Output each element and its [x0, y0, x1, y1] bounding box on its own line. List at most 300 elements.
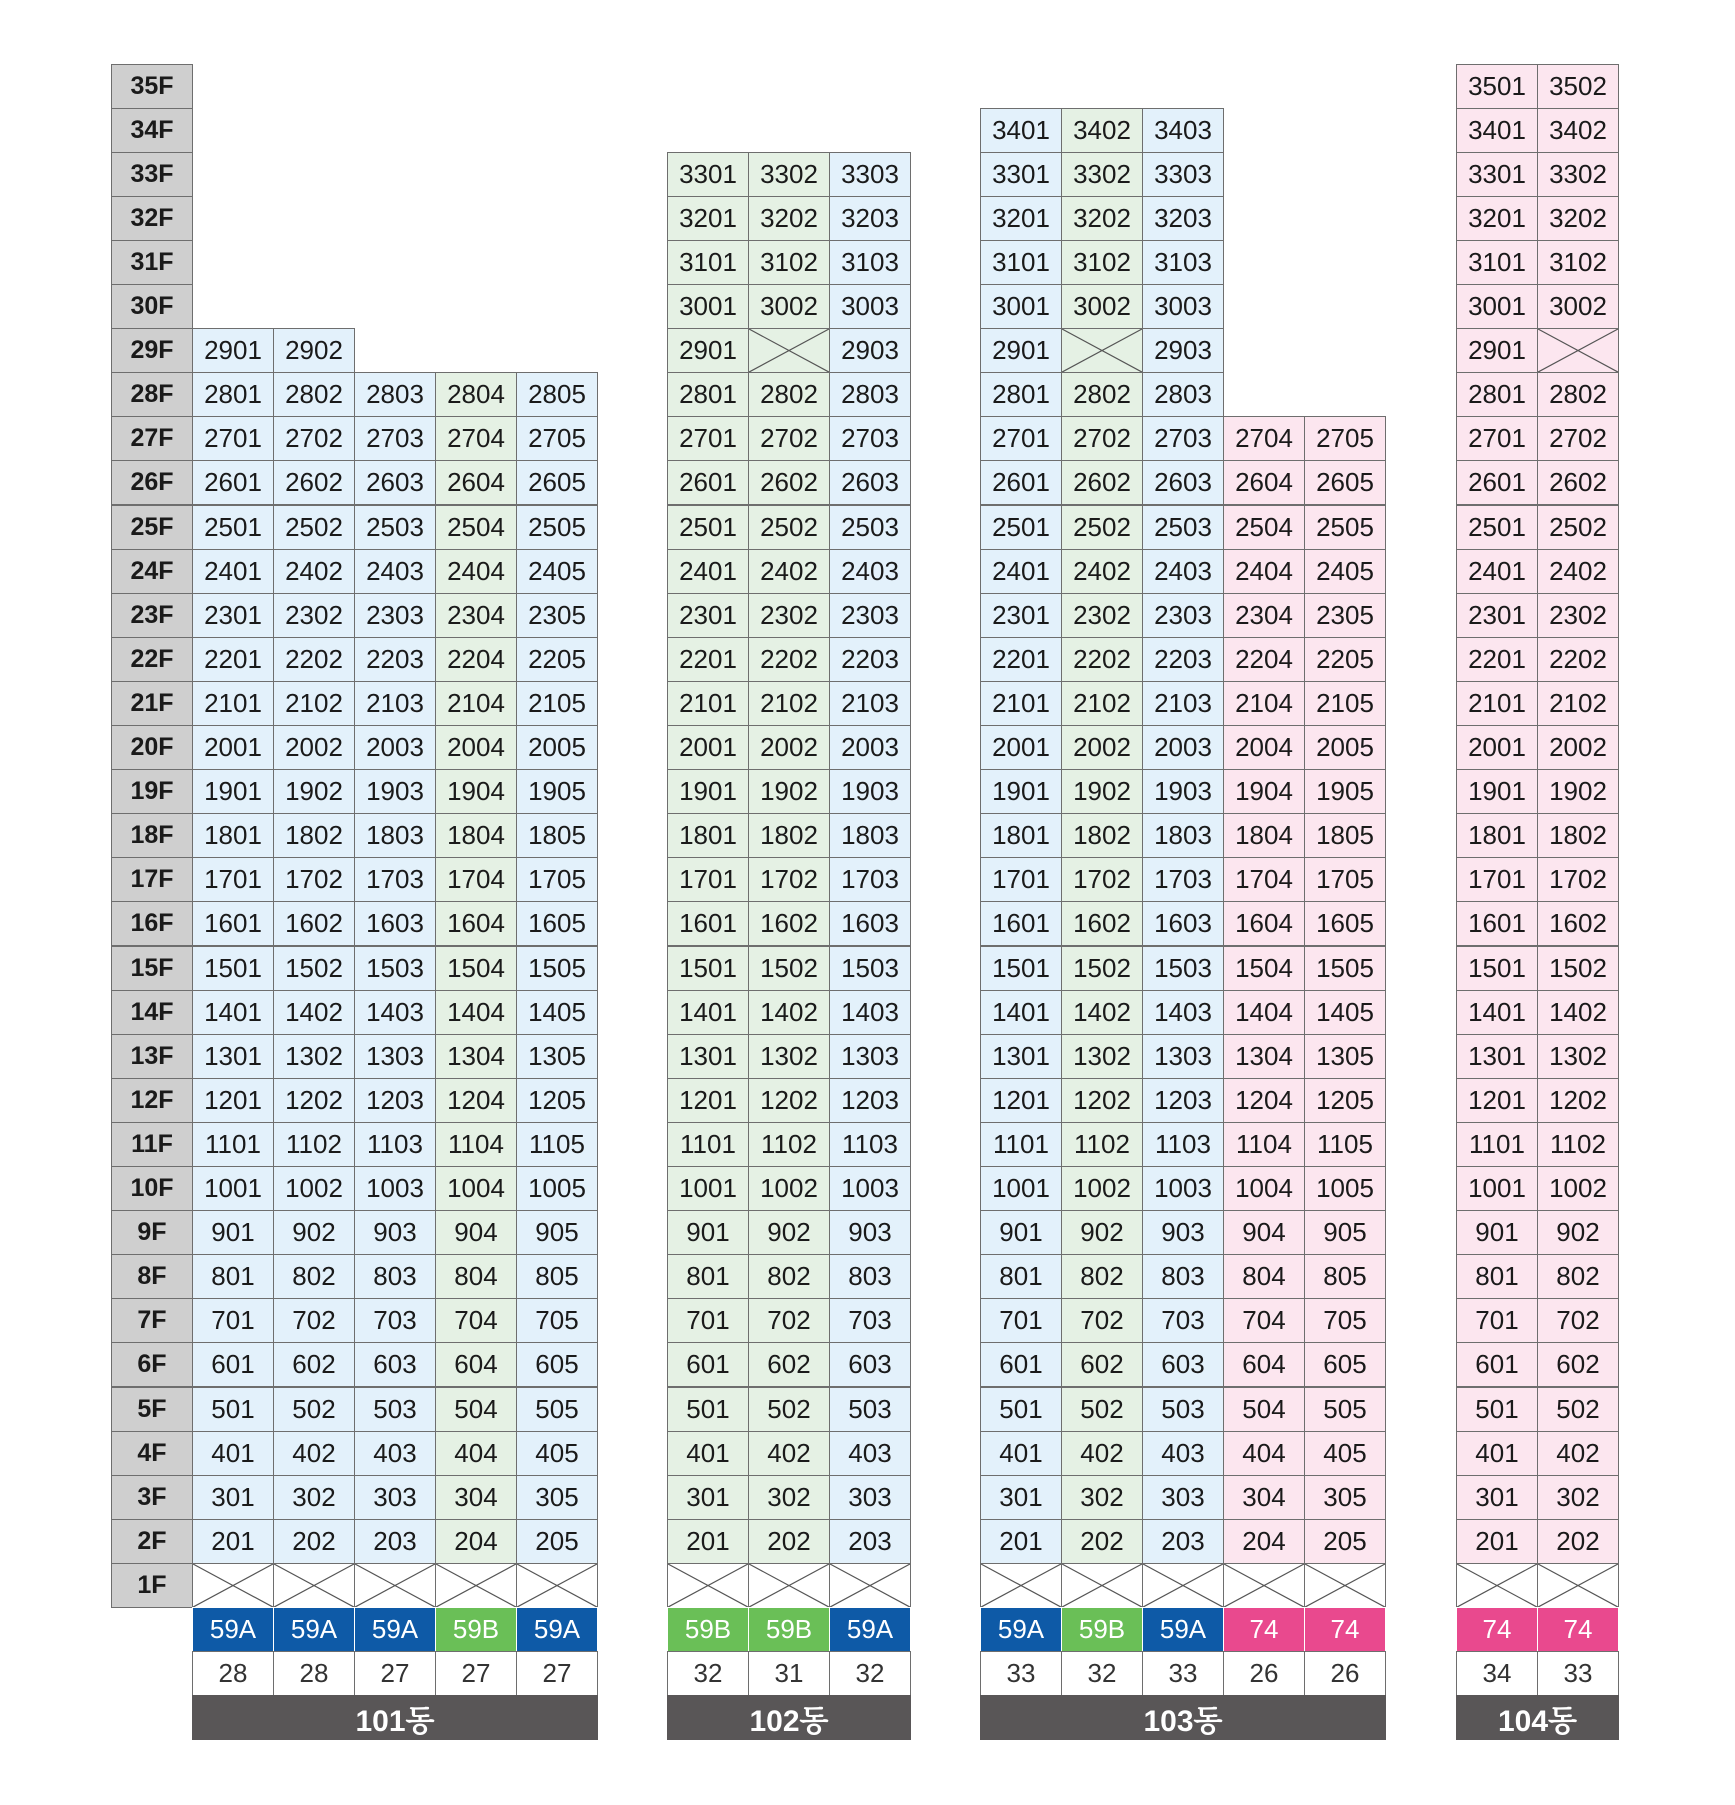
empty-unit-cell	[1304, 1563, 1386, 1608]
unit-cell: 1505	[1304, 946, 1386, 991]
unit-type-badge: 59A	[980, 1607, 1062, 1652]
unit-cell: 1002	[273, 1166, 355, 1211]
empty-unit-cell	[273, 1563, 355, 1608]
unit-type-badge: 74	[1223, 1607, 1305, 1652]
unit-cell: 2303	[354, 593, 436, 638]
unit-cell: 601	[192, 1342, 274, 1387]
unit-cell: 2502	[1537, 505, 1619, 550]
unit-cell: 304	[1223, 1475, 1305, 1520]
unit-cell: 2601	[1456, 460, 1538, 505]
unit-cell: 705	[516, 1298, 598, 1343]
floor-label: 33F	[111, 152, 193, 197]
unit-cell: 3002	[748, 284, 830, 329]
unit-cell: 3502	[1537, 64, 1619, 109]
unit-cell: 2104	[1223, 681, 1305, 726]
unit-cell: 1401	[192, 990, 274, 1035]
floor-label: 5F	[111, 1387, 193, 1432]
unit-cell: 2004	[1223, 725, 1305, 770]
empty-unit-cell	[516, 1563, 598, 1608]
unit-cell: 2301	[980, 593, 1062, 638]
unit-cell: 805	[516, 1254, 598, 1299]
unit-cell: 1302	[1537, 1034, 1619, 1079]
unit-cell: 1302	[273, 1034, 355, 1079]
unit-cell: 2201	[192, 637, 274, 682]
floor-label: 13F	[111, 1034, 193, 1079]
unit-cell: 1901	[980, 769, 1062, 814]
unit-cell: 301	[667, 1475, 749, 1520]
unit-cell: 601	[667, 1342, 749, 1387]
unit-cell: 1503	[354, 946, 436, 991]
unit-cell: 1202	[273, 1078, 355, 1123]
unit-cell: 2105	[516, 681, 598, 726]
unit-cell: 1302	[748, 1034, 830, 1079]
unit-cell: 1105	[1304, 1122, 1386, 1167]
unit-cell: 402	[273, 1431, 355, 1476]
unit-cell: 3003	[829, 284, 911, 329]
unit-cell: 1701	[667, 857, 749, 902]
unit-cell: 2501	[192, 505, 274, 550]
floor-label: 31F	[111, 240, 193, 285]
unit-cell: 201	[980, 1519, 1062, 1564]
unit-cell: 1503	[1142, 946, 1224, 991]
unit-cell: 1901	[667, 769, 749, 814]
unit-cell: 1303	[354, 1034, 436, 1079]
unit-cell: 3301	[980, 152, 1062, 197]
unit-cell: 903	[354, 1210, 436, 1255]
unit-cell: 802	[748, 1254, 830, 1299]
unit-cell: 3202	[1061, 196, 1143, 241]
unit-cell: 902	[1061, 1210, 1143, 1255]
unit-cell: 2105	[1304, 681, 1386, 726]
unit-cell: 1101	[1456, 1122, 1538, 1167]
building-label: 104동	[1456, 1695, 1619, 1740]
unit-cell: 2201	[667, 637, 749, 682]
unit-cell: 1601	[667, 901, 749, 946]
unit-cell: 904	[435, 1210, 517, 1255]
unit-cell: 2803	[354, 372, 436, 417]
cross-mark-icon	[1457, 1564, 1537, 1607]
floor-label: 6F	[111, 1342, 193, 1387]
unit-count: 27	[435, 1651, 517, 1696]
unit-cell: 2005	[516, 725, 598, 770]
unit-cell: 1203	[1142, 1078, 1224, 1123]
unit-cell: 3103	[1142, 240, 1224, 285]
unit-cell: 1204	[1223, 1078, 1305, 1123]
unit-cell: 501	[1456, 1387, 1538, 1432]
unit-cell: 3002	[1061, 284, 1143, 329]
unit-cell: 1004	[1223, 1166, 1305, 1211]
floor-label: 18F	[111, 813, 193, 858]
unit-cell: 2103	[354, 681, 436, 726]
unit-cell: 2201	[980, 637, 1062, 682]
unit-count: 33	[1537, 1651, 1619, 1696]
cross-mark-icon	[1062, 329, 1142, 372]
unit-cell: 3203	[829, 196, 911, 241]
unit-cell: 901	[192, 1210, 274, 1255]
unit-cell: 2003	[1142, 725, 1224, 770]
unit-cell: 2504	[1223, 505, 1305, 550]
floor-label: 19F	[111, 769, 193, 814]
unit-type-badge: 59A	[1142, 1607, 1224, 1652]
unit-count: 33	[980, 1651, 1062, 1696]
empty-unit-cell	[192, 1563, 274, 1608]
unit-cell: 1201	[667, 1078, 749, 1123]
unit-cell: 1701	[980, 857, 1062, 902]
floor-label: 2F	[111, 1519, 193, 1564]
unit-cell: 1405	[1304, 990, 1386, 1035]
unit-cell: 1102	[273, 1122, 355, 1167]
unit-cell: 2202	[1537, 637, 1619, 682]
unit-cell: 2203	[1142, 637, 1224, 682]
unit-cell: 904	[1223, 1210, 1305, 1255]
unit-cell: 2802	[748, 372, 830, 417]
empty-unit-cell	[829, 1563, 911, 1608]
unit-cell: 1103	[829, 1122, 911, 1167]
unit-cell: 3003	[1142, 284, 1224, 329]
unit-cell: 1203	[354, 1078, 436, 1123]
empty-unit-cell	[748, 1563, 830, 1608]
unit-cell: 2501	[980, 505, 1062, 550]
cross-mark-icon	[981, 1564, 1061, 1607]
unit-cell: 3001	[980, 284, 1062, 329]
unit-cell: 2003	[829, 725, 911, 770]
building-label: 101동	[192, 1695, 598, 1740]
unit-cell: 2403	[354, 549, 436, 594]
unit-cell: 303	[354, 1475, 436, 1520]
unit-cell: 305	[1304, 1475, 1386, 1520]
unit-cell: 1304	[1223, 1034, 1305, 1079]
unit-cell: 801	[667, 1254, 749, 1299]
unit-cell: 2501	[1456, 505, 1538, 550]
unit-cell: 1603	[354, 901, 436, 946]
unit-cell: 2605	[516, 460, 598, 505]
unit-type-badge: 59B	[1061, 1607, 1143, 1652]
unit-cell: 2601	[980, 460, 1062, 505]
unit-cell: 401	[667, 1431, 749, 1476]
unit-cell: 1705	[1304, 857, 1386, 902]
unit-cell: 2803	[829, 372, 911, 417]
unit-cell: 1501	[1456, 946, 1538, 991]
unit-cell: 2301	[667, 593, 749, 638]
unit-cell: 1203	[829, 1078, 911, 1123]
unit-cell: 2604	[435, 460, 517, 505]
unit-cell: 2203	[354, 637, 436, 682]
unit-cell: 501	[667, 1387, 749, 1432]
floor-label: 15F	[111, 946, 193, 991]
unit-cell: 501	[192, 1387, 274, 1432]
floor-label: 4F	[111, 1431, 193, 1476]
unit-cell: 502	[273, 1387, 355, 1432]
unit-cell: 704	[435, 1298, 517, 1343]
unit-cell: 601	[980, 1342, 1062, 1387]
unit-type-badge: 59B	[435, 1607, 517, 1652]
unit-count: 32	[667, 1651, 749, 1696]
unit-cell: 2104	[435, 681, 517, 726]
unit-cell: 702	[1537, 1298, 1619, 1343]
empty-unit-cell	[1061, 328, 1143, 373]
unit-cell: 2102	[273, 681, 355, 726]
unit-cell: 2504	[435, 505, 517, 550]
unit-cell: 3201	[667, 196, 749, 241]
unit-cell: 2601	[667, 460, 749, 505]
unit-cell: 305	[516, 1475, 598, 1520]
unit-cell: 703	[829, 1298, 911, 1343]
unit-type-badge: 59A	[273, 1607, 355, 1652]
unit-cell: 405	[1304, 1431, 1386, 1476]
unit-cell: 902	[1537, 1210, 1619, 1255]
empty-unit-cell	[667, 1563, 749, 1608]
unit-cell: 1802	[1537, 813, 1619, 858]
unit-cell: 2901	[980, 328, 1062, 373]
unit-cell: 1803	[354, 813, 436, 858]
unit-cell: 2404	[1223, 549, 1305, 594]
unit-cell: 3202	[748, 196, 830, 241]
unit-cell: 1001	[667, 1166, 749, 1211]
unit-type-badge: 59A	[829, 1607, 911, 1652]
unit-cell: 1404	[435, 990, 517, 1035]
unit-cell: 2401	[980, 549, 1062, 594]
unit-cell: 2701	[667, 416, 749, 461]
unit-cell: 1402	[748, 990, 830, 1035]
unit-cell: 302	[273, 1475, 355, 1520]
unit-cell: 701	[980, 1298, 1062, 1343]
unit-cell: 1301	[667, 1034, 749, 1079]
unit-cell: 302	[1537, 1475, 1619, 1520]
unit-cell: 703	[354, 1298, 436, 1343]
unit-cell: 1101	[980, 1122, 1062, 1167]
unit-cell: 2101	[667, 681, 749, 726]
unit-cell: 1604	[435, 901, 517, 946]
unit-cell: 2701	[192, 416, 274, 461]
unit-cell: 3402	[1061, 108, 1143, 153]
unit-cell: 701	[192, 1298, 274, 1343]
cross-mark-icon	[1305, 1564, 1385, 1607]
unit-cell: 1403	[829, 990, 911, 1035]
unit-cell: 2901	[667, 328, 749, 373]
unit-cell: 205	[516, 1519, 598, 1564]
unit-cell: 1702	[748, 857, 830, 902]
unit-cell: 902	[748, 1210, 830, 1255]
unit-cell: 1903	[1142, 769, 1224, 814]
unit-cell: 2401	[667, 549, 749, 594]
cross-mark-icon	[517, 1564, 597, 1607]
unit-cell: 1605	[516, 901, 598, 946]
unit-cell: 2801	[667, 372, 749, 417]
unit-cell: 1501	[980, 946, 1062, 991]
unit-cell: 2702	[273, 416, 355, 461]
unit-cell: 1801	[667, 813, 749, 858]
unit-cell: 2502	[748, 505, 830, 550]
unit-cell: 705	[1304, 1298, 1386, 1343]
empty-unit-cell	[1537, 328, 1619, 373]
unit-cell: 2002	[1061, 725, 1143, 770]
unit-cell: 1103	[354, 1122, 436, 1167]
unit-cell: 2302	[1061, 593, 1143, 638]
unit-cell: 2903	[1142, 328, 1224, 373]
empty-unit-cell	[1142, 1563, 1224, 1608]
unit-cell: 2801	[980, 372, 1062, 417]
unit-cell: 3401	[980, 108, 1062, 153]
unit-cell: 2204	[1223, 637, 1305, 682]
unit-type-badge: 59B	[667, 1607, 749, 1652]
unit-cell: 2401	[192, 549, 274, 594]
unit-cell: 1302	[1061, 1034, 1143, 1079]
unit-cell: 3403	[1142, 108, 1224, 153]
unit-cell: 503	[829, 1387, 911, 1432]
unit-type-badge: 74	[1304, 1607, 1386, 1652]
unit-cell: 2604	[1223, 460, 1305, 505]
cross-mark-icon	[830, 1564, 910, 1607]
unit-cell: 1801	[1456, 813, 1538, 858]
unit-cell: 1103	[1142, 1122, 1224, 1167]
unit-cell: 2301	[192, 593, 274, 638]
unit-cell: 2703	[829, 416, 911, 461]
unit-cell: 1301	[1456, 1034, 1538, 1079]
unit-cell: 2305	[516, 593, 598, 638]
unit-cell: 301	[980, 1475, 1062, 1520]
unit-cell: 3302	[1061, 152, 1143, 197]
unit-cell: 2002	[1537, 725, 1619, 770]
unit-cell: 1901	[192, 769, 274, 814]
unit-cell: 202	[273, 1519, 355, 1564]
unit-cell: 3303	[829, 152, 911, 197]
unit-cell: 1201	[980, 1078, 1062, 1123]
unit-cell: 1703	[354, 857, 436, 902]
unit-cell: 2302	[273, 593, 355, 638]
unit-cell: 3102	[1537, 240, 1619, 285]
unit-cell: 2101	[1456, 681, 1538, 726]
cross-mark-icon	[749, 329, 829, 372]
floor-label: 3F	[111, 1475, 193, 1520]
unit-cell: 203	[1142, 1519, 1224, 1564]
unit-cell: 2102	[1537, 681, 1619, 726]
unit-cell: 404	[435, 1431, 517, 1476]
empty-unit-cell	[1223, 1563, 1305, 1608]
unit-cell: 2501	[667, 505, 749, 550]
unit-cell: 802	[1061, 1254, 1143, 1299]
unit-cell: 3101	[667, 240, 749, 285]
unit-cell: 1805	[516, 813, 598, 858]
unit-cell: 1005	[1304, 1166, 1386, 1211]
unit-cell: 1104	[1223, 1122, 1305, 1167]
unit-type-badge: 59A	[192, 1607, 274, 1652]
unit-cell: 303	[829, 1475, 911, 1520]
unit-cell: 203	[829, 1519, 911, 1564]
unit-cell: 2602	[1061, 460, 1143, 505]
unit-cell: 2802	[1537, 372, 1619, 417]
unit-cell: 905	[1304, 1210, 1386, 1255]
unit-cell: 1902	[748, 769, 830, 814]
unit-cell: 1503	[829, 946, 911, 991]
cross-mark-icon	[274, 1564, 354, 1607]
unit-cell: 604	[1223, 1342, 1305, 1387]
unit-cell: 2903	[829, 328, 911, 373]
cross-mark-icon	[1224, 1564, 1304, 1607]
unit-cell: 901	[980, 1210, 1062, 1255]
unit-cell: 1905	[1304, 769, 1386, 814]
unit-cell: 2403	[829, 549, 911, 594]
unit-cell: 1401	[1456, 990, 1538, 1035]
unit-cell: 1403	[1142, 990, 1224, 1035]
unit-cell: 1705	[516, 857, 598, 902]
unit-cell: 2102	[748, 681, 830, 726]
unit-cell: 1804	[435, 813, 517, 858]
unit-cell: 1001	[192, 1166, 274, 1211]
unit-cell: 903	[829, 1210, 911, 1255]
unit-cell: 2602	[1537, 460, 1619, 505]
unit-cell: 2405	[1304, 549, 1386, 594]
unit-cell: 2405	[516, 549, 598, 594]
unit-cell: 1902	[1537, 769, 1619, 814]
unit-cell: 3201	[1456, 196, 1538, 241]
floor-label: 20F	[111, 725, 193, 770]
unit-cell: 702	[1061, 1298, 1143, 1343]
unit-cell: 605	[1304, 1342, 1386, 1387]
unit-cell: 2303	[1142, 593, 1224, 638]
unit-cell: 2705	[1304, 416, 1386, 461]
unit-cell: 1603	[829, 901, 911, 946]
unit-cell: 2804	[435, 372, 517, 417]
unit-cell: 1702	[273, 857, 355, 902]
unit-cell: 3102	[748, 240, 830, 285]
unit-cell: 1602	[1537, 901, 1619, 946]
unit-cell: 701	[667, 1298, 749, 1343]
unit-cell: 2304	[435, 593, 517, 638]
unit-cell: 1704	[435, 857, 517, 902]
unit-cell: 605	[516, 1342, 598, 1387]
unit-count: 32	[1061, 1651, 1143, 1696]
unit-cell: 403	[1142, 1431, 1224, 1476]
unit-cell: 1101	[667, 1122, 749, 1167]
unit-cell: 2502	[273, 505, 355, 550]
unit-cell: 2001	[667, 725, 749, 770]
unit-count: 31	[748, 1651, 830, 1696]
unit-cell: 2201	[1456, 637, 1538, 682]
unit-cell: 2805	[516, 372, 598, 417]
unit-cell: 2002	[748, 725, 830, 770]
unit-cell: 502	[1061, 1387, 1143, 1432]
unit-cell: 702	[273, 1298, 355, 1343]
unit-cell: 2503	[1142, 505, 1224, 550]
unit-cell: 1703	[829, 857, 911, 902]
unit-count: 27	[516, 1651, 598, 1696]
unit-cell: 901	[1456, 1210, 1538, 1255]
unit-cell: 905	[516, 1210, 598, 1255]
unit-cell: 1505	[516, 946, 598, 991]
floor-label: 17F	[111, 857, 193, 902]
unit-cell: 2705	[516, 416, 598, 461]
unit-cell: 702	[748, 1298, 830, 1343]
unit-cell: 303	[1142, 1475, 1224, 1520]
unit-cell: 2402	[748, 549, 830, 594]
unit-type-badge: 59B	[748, 1607, 830, 1652]
unit-cell: 601	[1456, 1342, 1538, 1387]
unit-cell: 2302	[748, 593, 830, 638]
unit-cell: 1204	[435, 1078, 517, 1123]
unit-cell: 2305	[1304, 593, 1386, 638]
unit-cell: 2603	[354, 460, 436, 505]
unit-cell: 1102	[1061, 1122, 1143, 1167]
unit-cell: 2701	[1456, 416, 1538, 461]
unit-cell: 2701	[980, 416, 1062, 461]
unit-cell: 1802	[1061, 813, 1143, 858]
unit-cell: 302	[1061, 1475, 1143, 1520]
unit-cell: 602	[1061, 1342, 1143, 1387]
unit-cell: 1504	[1223, 946, 1305, 991]
floor-label: 28F	[111, 372, 193, 417]
unit-count: 26	[1223, 1651, 1305, 1696]
unit-cell: 1905	[516, 769, 598, 814]
